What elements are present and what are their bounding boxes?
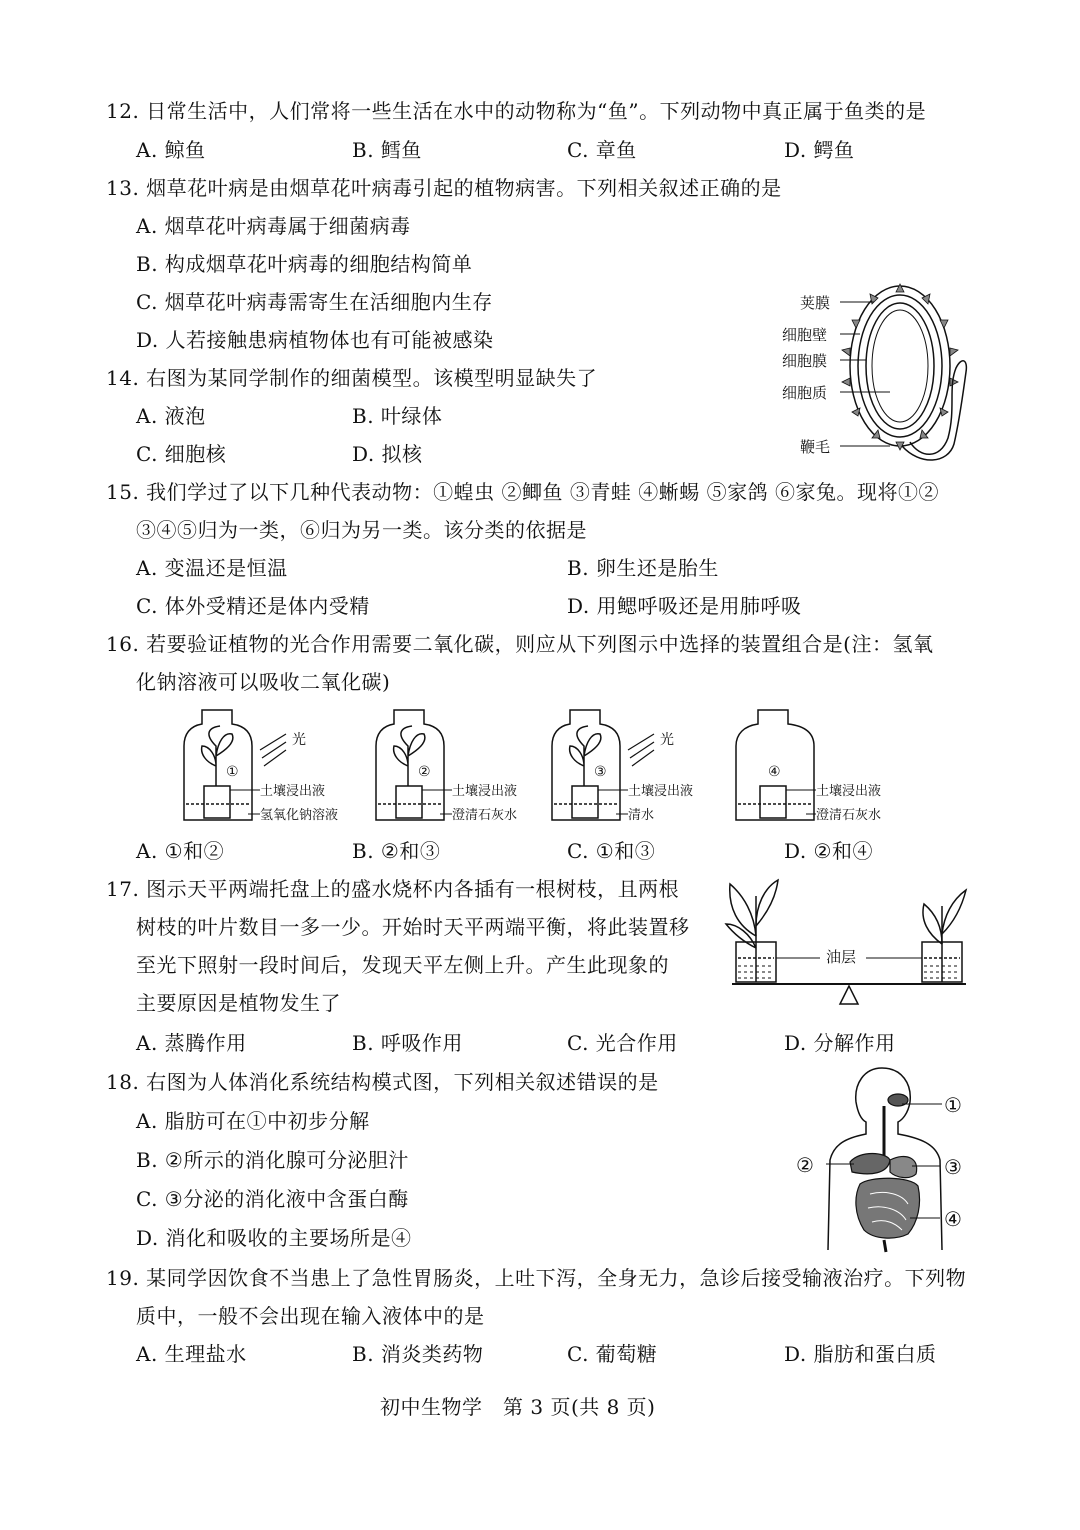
q17-option-d: D. 分解作用 xyxy=(784,1031,896,1055)
bacterium-pili xyxy=(842,284,958,450)
jar-3-label-bottom: 清水 xyxy=(628,808,655,823)
q16-option-b: B. ②和③ xyxy=(352,839,441,863)
bacterium-label-flagellum: 鞭毛 xyxy=(800,438,831,456)
q13-option-c: C. 烟草花叶病毒需寄生在活细胞内生存 xyxy=(136,290,493,314)
jar-1-number: ① xyxy=(226,764,239,780)
q19-option-c: C. 葡萄糖 xyxy=(567,1342,658,1366)
light-label-3: 光 xyxy=(660,732,674,748)
q16-option-a: A. ①和② xyxy=(136,839,225,863)
balance-figure xyxy=(716,876,976,1012)
q13-option-a: A. 烟草花叶病毒属于细菌病毒 xyxy=(136,214,411,238)
jar-2 xyxy=(376,710,444,820)
q18-option-b: B. ②所示的消化腺可分泌胆汁 xyxy=(136,1148,409,1172)
q18-stem: 18. 右图为人体消化系统结构模式图，下列相关叙述错误的是 xyxy=(106,1070,659,1094)
q15-stem-line2: ③④⑤归为一类，⑥归为另一类。该分类的依据是 xyxy=(136,518,587,542)
q15-option-a: A. 变温还是恒温 xyxy=(136,556,288,580)
q19-stem-line1: 19. 某同学因饮食不当患上了急性胃肠炎，上吐下泻，全身无力，急诊后接受输液治疗。下列物 xyxy=(106,1266,967,1290)
bacterium-label-capsule: 荚膜 xyxy=(800,294,831,312)
jar-4-number: ④ xyxy=(768,764,781,780)
q19-option-d: D. 脂肪和蛋白质 xyxy=(784,1342,937,1366)
q16-option-c: C. ①和③ xyxy=(567,839,656,863)
digestive-label-4: ④ xyxy=(944,1207,962,1231)
q18-option-a: A. 脂肪可在①中初步分解 xyxy=(136,1109,370,1133)
q17-stem-line1: 17. 图示天平两端托盘上的盛水烧杯内各插有一根树枝，且两根 xyxy=(106,877,680,901)
jar-2-label-bottom: 澄清石灰水 xyxy=(452,808,518,823)
q17-option-a: A. 蒸腾作用 xyxy=(136,1031,247,1055)
q15-option-b: B. 卵生还是胎生 xyxy=(567,556,719,580)
q12-option-a: A. 鲸鱼 xyxy=(136,138,206,162)
q15-stem-line1: 15. 我们学过了以下几种代表动物：①蝗虫 ②鲫鱼 ③青蛙 ④蜥蜴 ⑤家鸽 ⑥家兔。现将①② xyxy=(106,480,939,504)
q14-option-c: C. 细胞核 xyxy=(136,442,227,466)
jar-4-label-bottom: 澄清石灰水 xyxy=(816,808,882,823)
digestive-organs xyxy=(850,1094,920,1252)
q16-stem-line1: 16. 若要验证植物的光合作用需要二氧化碳，则应从下列图示中选择的装置组合是(注：氢氧 xyxy=(106,632,934,656)
page-footer: 初中生物学 第 3 页(共 8 页) xyxy=(380,1395,656,1419)
light-arrows-3 xyxy=(628,734,654,766)
q12-stem: 12. 日常生活中，人们常将一些生活在水中的动物称为“鱼”。下列动物中真正属于鱼类的是 xyxy=(106,99,927,123)
q19-option-a: A. 生理盐水 xyxy=(136,1342,247,1366)
q16-option-d: D. ②和④ xyxy=(784,839,873,863)
digestive-system-figure xyxy=(790,1064,980,1256)
q16-stem-line2: 化钠溶液可以吸收二氧化碳) xyxy=(136,670,391,694)
left-beaker xyxy=(726,880,778,982)
q14-option-d: D. 拟核 xyxy=(352,442,423,466)
oil-layer-label: 油层 xyxy=(826,948,857,966)
jar-1-label-top: 土壤浸出液 xyxy=(260,784,326,799)
q18-option-c: C. ③分泌的消化液中含蛋白酶 xyxy=(136,1187,409,1211)
q17-option-b: B. 呼吸作用 xyxy=(352,1031,463,1055)
q19-option-b: B. 消炎类药物 xyxy=(352,1342,484,1366)
digestive-label-1: ① xyxy=(944,1093,962,1117)
q15-option-c: C. 体外受精还是体内受精 xyxy=(136,594,370,618)
q12-option-c: C. 章鱼 xyxy=(567,138,637,162)
jar-3-number: ③ xyxy=(594,764,607,780)
right-beaker xyxy=(922,890,966,982)
bacterium-label-cytoplasm: 细胞质 xyxy=(782,384,828,402)
balance-fulcrum xyxy=(840,986,858,1004)
q12-option-d: D. 鳄鱼 xyxy=(784,138,855,162)
q17-stem-line4: 主要原因是植物发生了 xyxy=(136,991,341,1015)
digestive-label-2: ② xyxy=(796,1153,814,1177)
bacterium-label-cell-membrane: 细胞膜 xyxy=(782,352,828,370)
q16-jars-figure xyxy=(176,706,916,828)
jar-1 xyxy=(184,710,252,820)
q13-stem: 13. 烟草花叶病是由烟草花叶病毒引起的植物病害。下列相关叙述正确的是 xyxy=(106,176,782,200)
digestive-label-3: ③ xyxy=(944,1155,962,1179)
q17-stem-line2: 树枝的叶片数目一多一少。开始时天平两端平衡，将此装置移 xyxy=(136,915,690,939)
q13-option-d: D. 人若接触患病植物体也有可能被感染 xyxy=(136,328,494,352)
q14-option-a: A. 液泡 xyxy=(136,404,206,428)
jar-2-number: ② xyxy=(418,764,431,780)
light-label-1: 光 xyxy=(292,732,306,748)
jar-3-label-top: 土壤浸出液 xyxy=(628,784,694,799)
q18-option-d: D. 消化和吸收的主要场所是④ xyxy=(136,1226,412,1250)
jar-3 xyxy=(552,710,620,820)
q17-option-c: C. 光合作用 xyxy=(567,1031,678,1055)
jar-4-label-top: 土壤浸出液 xyxy=(816,784,882,799)
bacterium-model-figure xyxy=(770,278,1000,468)
jar-2-label-top: 土壤浸出液 xyxy=(452,784,518,799)
q12-option-b: B. 鳕鱼 xyxy=(352,138,422,162)
jar-1-label-bottom: 氢氧化钠溶液 xyxy=(260,808,339,823)
bacterium-body xyxy=(850,286,950,446)
q13-option-b: B. 构成烟草花叶病毒的细胞结构简单 xyxy=(136,252,473,276)
light-arrows-1 xyxy=(260,734,286,766)
q19-stem-line2: 质中，一般不会出现在输入液体中的是 xyxy=(136,1304,485,1328)
q14-stem: 14. 右图为某同学制作的细菌模型。该模型明显缺失了 xyxy=(106,366,598,390)
q17-stem-line3: 至光下照射一段时间后，发现天平左侧上升。产生此现象的 xyxy=(136,953,669,977)
q15-option-d: D. 用鳃呼吸还是用肺呼吸 xyxy=(567,594,802,618)
bacterium-label-cell-wall: 细胞壁 xyxy=(782,326,828,344)
q14-option-b: B. 叶绿体 xyxy=(352,404,443,428)
